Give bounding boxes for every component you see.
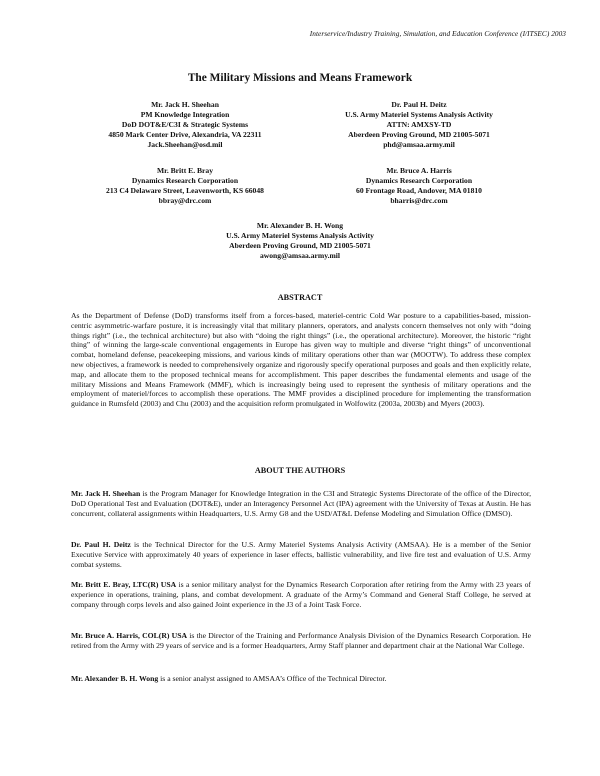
bio-sheehan — [71, 489, 531, 518]
paper-title: The Military Missions and Means Framework — [187, 72, 413, 84]
author-name: Mr. Bruce A. Harris — [386, 166, 452, 175]
author-address: 60 Frontage Road, Andover, MA 01810 — [356, 186, 482, 195]
author-affiliation: PM Knowledge Integration — [140, 110, 230, 119]
about-authors-heading: ABOUT THE AUTHORS — [254, 466, 346, 475]
bio-text: is a senior military analyst for the Dynamics Research Corporation after retiring from the Army with 23 years of experience in operations, training, plans, and combat development. A graduate of the Army’s Command and General Staff College, he served at company through corps levels and also gained Joint experience in the J3 of a Joint Task Force. — [71, 580, 531, 609]
author-email: awong@amsaa.army.mil — [259, 251, 341, 260]
bio-text: is the Technical Director for the U.S. Army Materiel Systems Analysis Activity (AMSAA). He is a member of the Senior Executive Service with approximately 40 years of experience in laser effects, ballistic vulnerability, and live fire test and evaluation of U.S. Army combat systems. — [71, 540, 531, 569]
bio-text: is the Program Manager for Knowledge Integration in the C3I and Strategic Systems Directorate of the office of the Director, DoD Operational Test and Evaluation (DOT&E), under an Interagency Personnel Act (IPA) agreement with the University of Texas at Austin. He has concurrent, collateral assignments within Headquarters, U.S. Army G8 and the USD/AT&L Defense Modeling and Simulation Office (DMSO). — [71, 489, 531, 518]
author-email: phd@amsaa.army.mil — [383, 140, 455, 149]
author-affiliation: Dynamics Research Corporation — [131, 176, 239, 185]
bio-name: Mr. Alexander B. H. Wong — [71, 674, 159, 683]
bio-name: Dr. Paul H. Deitz — [71, 540, 131, 549]
author-block-sheehan — [60, 100, 310, 150]
bio-wong — [71, 674, 531, 684]
author-affiliation: DoD DOT&E/C3I & Strategic Systems — [121, 120, 249, 129]
bio-bray — [71, 580, 531, 609]
author-affiliation: Dynamics Research Corporation — [365, 176, 473, 185]
bio-deitz — [71, 540, 531, 569]
author-address: 213 C4 Delaware Street, Leavenworth, KS 66048 — [106, 186, 264, 195]
author-address: Aberdeen Proving Ground, MD 21005-5071 — [348, 130, 490, 139]
bio-harris — [71, 631, 531, 651]
bio-name: Mr. Bruce A. Harris, COL(R) USA — [71, 631, 188, 640]
author-address: 4850 Mark Center Drive, Alexandria, VA 22311 — [108, 130, 262, 139]
author-name: Mr. Alexander B. H. Wong — [256, 221, 344, 230]
bio-text: is the Director of the Training and Performance Analysis Division of the Dynamics Research Corporation. He retired from the Army with 29 years of service and is a former Headquarters, Army Staff planner and department chair at the National War College. — [71, 631, 531, 650]
author-affiliation: U.S. Army Materiel Systems Analysis Activity — [226, 231, 374, 240]
running-head: Interservice/Industry Training, Simulation, and Education Conference (I/ITSEC) 2003 — [309, 29, 566, 38]
author-name: Mr. Jack H. Sheehan — [151, 100, 219, 109]
bio-text: is a senior analyst assigned to AMSAA’s Office of the Technical Director. — [158, 674, 387, 683]
bio-name: Mr. Jack H. Sheehan — [71, 489, 141, 498]
author-email: bbray@drc.com — [158, 196, 212, 205]
author-address: Aberdeen Proving Ground, MD 21005-5071 — [229, 241, 371, 250]
author-name: Mr. Britt E. Bray — [156, 166, 214, 175]
author-email: bharris@drc.com — [390, 196, 448, 205]
author-block-wong — [175, 221, 425, 261]
bio-name: Mr. Britt E. Bray, LTC(R) USA — [71, 580, 177, 589]
abstract-heading: ABSTRACT — [277, 293, 323, 302]
author-affiliation: U.S. Army Materiel Systems Analysis Activity — [345, 110, 493, 119]
author-name: Dr. Paul H. Deitz — [391, 100, 447, 109]
author-affiliation: ATTN: AMXSY-TD — [386, 120, 452, 129]
author-block-bray — [60, 166, 310, 206]
abstract-text: As the Department of Defense (DoD) transforms itself from a forces-based, materiel-centric Cold War posture to a capabilities-based, mission-centric asymmetric-warfare posture, it is increasingly vital that military planners, operators, and analysts concern themselves not only with “doing things right” (i.e., the technical architecture) but also with “doing the right things” (i.e., the operational architecture). Moreover, the historic “right thing” of winning the large-scale conventional engagements in Europe has given way to multiple and diverse “right things” of unconventional combat, homeland defense, peacekeeping missions, and various kinds of military operations other than war (MOOTW). To address these complex new objectives, a framework is needed to comprehensively organize and rigorously specify operational purposes and goals and then explicitly relate, map, and allocate them to the proposed technical means for accomplishment. This paper describes the fundamental elements and usage of the military Missions and Means Framework (MMF), which is increasingly being used to represent the synthesis of military operations and the employment of materiel/forces to accomplish these operations. The MMF provides a disciplined procedure for implementing the transformation guidance in Rumsfeld (2003) and Chu (2003) and the acquisition reform promulgated in Wolfowitz (2003a, 2003b) and Myers (2003). — [71, 311, 531, 409]
author-email: Jack.Sheehan@osd.mil — [147, 140, 223, 149]
author-block-deitz — [294, 100, 544, 150]
author-block-harris — [294, 166, 544, 206]
